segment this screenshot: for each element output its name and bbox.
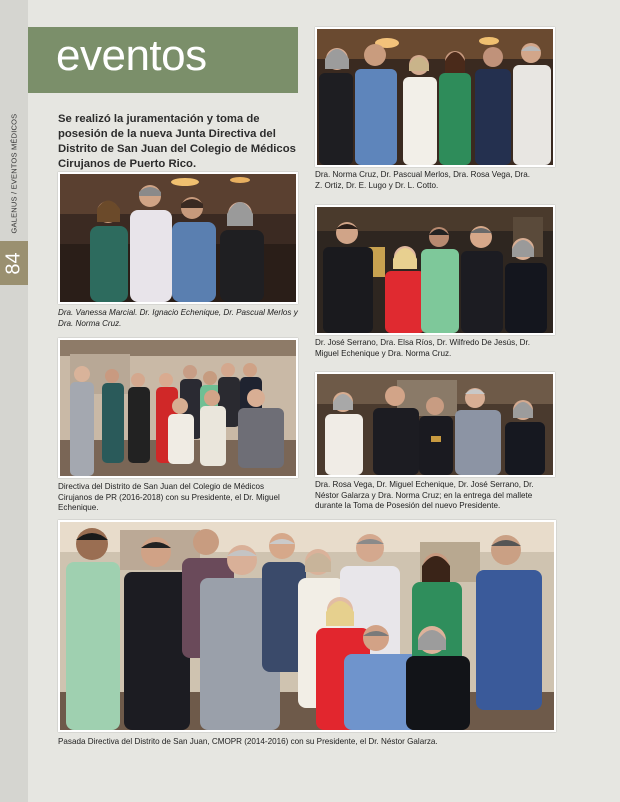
photo-3-caption: Dra. Norma Cruz, Dr. Pascual Merlos, Dra. Rosa Vega, Dra. Z. Ortiz, Dr. E. Lugo y Dr. L. Cotto. (315, 170, 531, 190)
photo-6-caption: Pasada Directiva del Distrito de San Juan, CMOPR (2014-2016) con su Presidente, el Dr. Néstor Galarza. (58, 737, 438, 746)
intro-paragraph: Se realizó la juramentación y toma de posesión de la nueva Junta Directiva del Distrito de San Juan del Colegio de Médicos Cirujanos de Puerto Rico. (58, 113, 296, 171)
group-photo-5 (317, 374, 553, 475)
event-photo-3 (315, 27, 555, 167)
section-banner (28, 27, 298, 93)
group-photo-1 (60, 174, 296, 302)
photo-5-caption: Dra. Rosa Vega, Dr. Miguel Echenique, Dr. José Serrano, Dr. Néstor Galarza y Dra. Norma Cruz; en la entrega del mallete durante la Toma de Posesión del nuevo Presidente. (315, 480, 534, 511)
group-photo-3 (317, 29, 553, 165)
photo-2-caption: Directiva del Distrito de San Juan del Colegio de Médicos Cirujanos de PR (2016-2018) con su Presidente, el Dr. Miguel Echenique. (58, 482, 280, 513)
page-number: 84 (2, 251, 25, 275)
event-photo-1 (58, 172, 298, 304)
banner-title: eventos (56, 31, 207, 80)
group-photo-4 (317, 207, 553, 333)
event-photo-4 (315, 205, 555, 335)
photo-4-caption: Dr. José Serrano, Dra. Elsa Ríos, Dr. Wilfredo De Jesús, Dr. Miguel Echenique y Dra. Norma Cruz. (315, 338, 531, 358)
section-label: GALENUS / EVENTOS MÉDICOS (9, 113, 19, 234)
event-photo-2 (58, 338, 298, 478)
group-photo-6 (60, 522, 554, 730)
event-photo-6 (58, 520, 556, 732)
group-photo-2 (60, 340, 296, 476)
photo-1-caption: Dra. Vanessa Marcial. Dr. Ignacio Echenique, Dr. Pascual Merlos y Dra. Norma Cruz. (58, 308, 298, 328)
event-photo-5 (315, 372, 555, 477)
